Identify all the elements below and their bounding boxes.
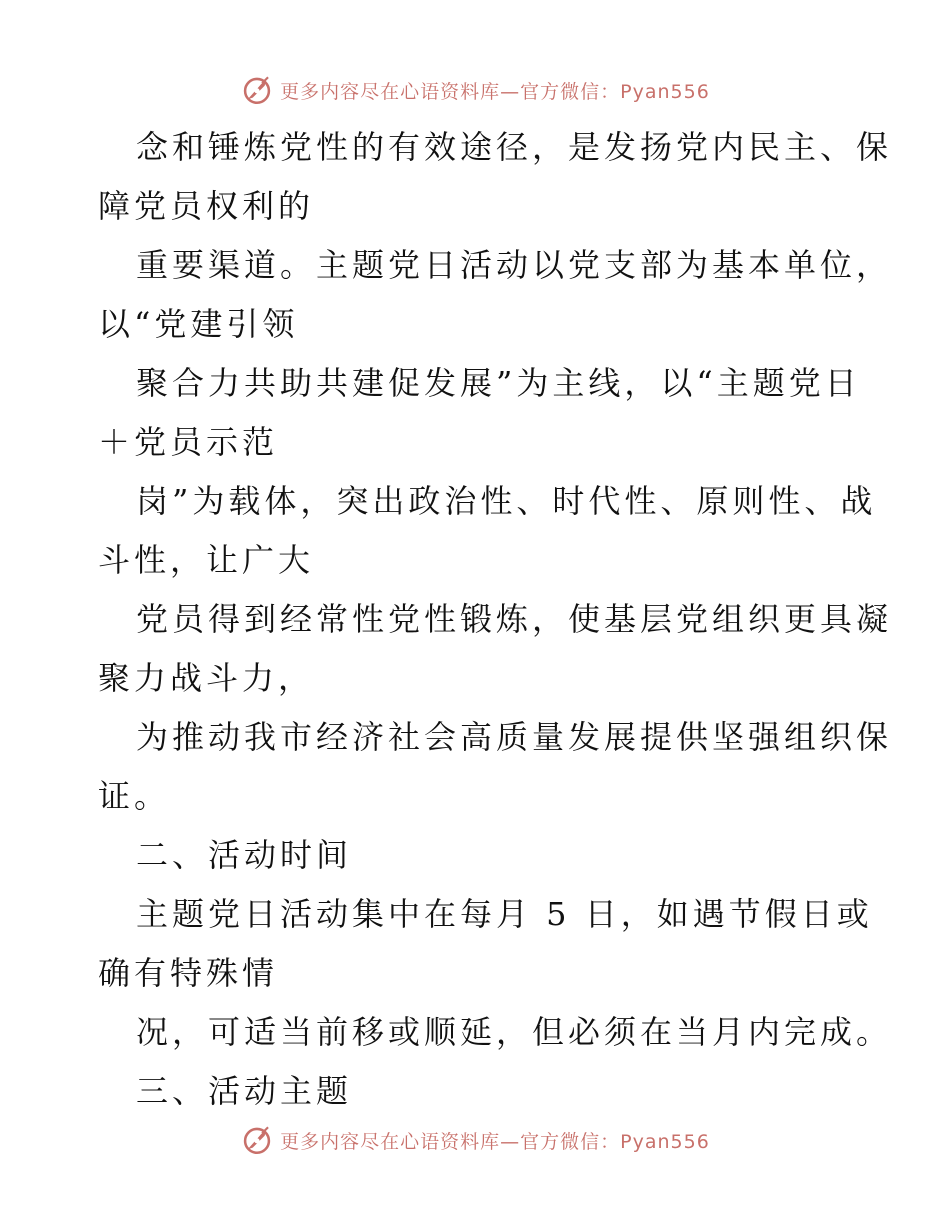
footer-watermark-banner (0, 1120, 950, 1160)
text-line: 念和锤炼党性的有效途径，是发扬党内民主、保 (136, 128, 893, 166)
text-line: 主题党日活动集中在每月 5 日，如遇节假日或 (136, 895, 873, 933)
section-heading: 三、活动主题 (136, 1072, 353, 1110)
quill-logo-icon (240, 1123, 274, 1157)
text-line: 为推动我市经济社会高质量发展提供坚强组织保 (136, 718, 893, 756)
text-line: 斗性，让广大 (98, 541, 315, 579)
text-line: 障党员权利的 (98, 187, 315, 225)
text-line: 况，可适当前移或顺延，但必须在当月内完成。 (136, 1013, 893, 1051)
section-heading: 二、活动时间 (136, 836, 353, 874)
quill-logo-icon (240, 73, 274, 107)
text-line: 聚合力共助共建促发展”为主线，以“主题党日 (136, 364, 861, 402)
text-line: 重要渠道。主题党日活动以党支部为基本单位， (136, 246, 893, 284)
text-line: 证。 (98, 777, 171, 815)
text-line: 党员得到经常性党性锻炼，使基层党组织更具凝 (136, 600, 893, 638)
header-watermark-text: 更多内容尽在心语资料库—官方微信：Pyan556 (280, 80, 710, 103)
text-line: 以“党建引领 (98, 305, 299, 343)
footer-watermark-text: 更多内容尽在心语资料库—官方微信：Pyan556 (280, 1130, 710, 1153)
text-line: ＋党员示范 (98, 423, 279, 461)
header-watermark-banner (0, 70, 950, 110)
text-line: 确有特殊情 (98, 954, 279, 992)
text-line: 聚力战斗力， (98, 659, 315, 697)
text-line: 岗”为载体，突出政治性、时代性、原则性、战 (136, 482, 877, 520)
